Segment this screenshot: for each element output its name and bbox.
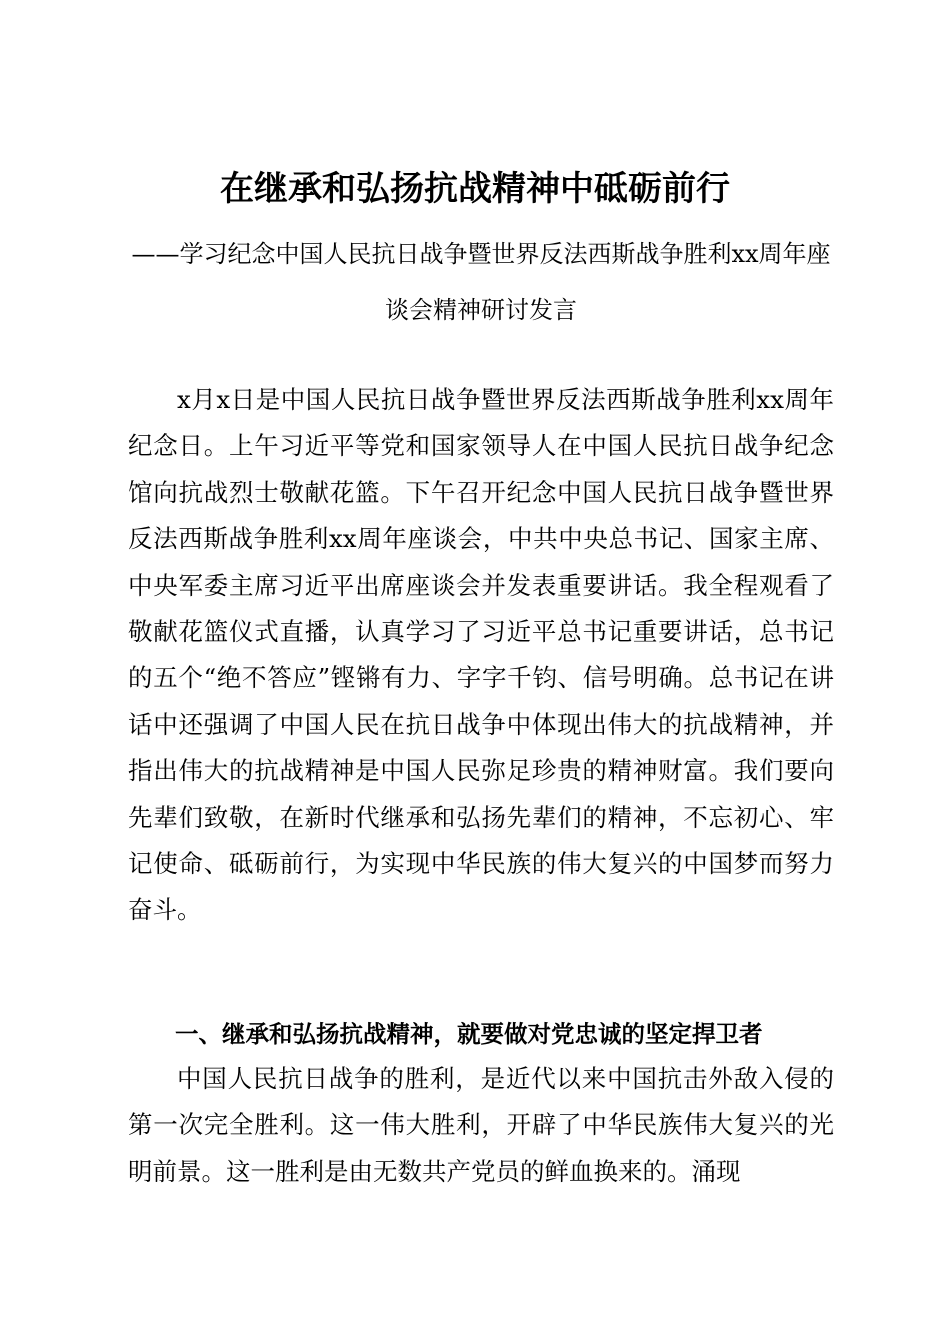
section-paragraph: 中国人民抗日战争的胜利，是近代以来中国抗击外敌入侵的第一次完全胜利。这一伟大胜利，开辟了中华民族伟大复兴的光明前景。这一胜利是由无数共产党员的鲜血换来的。涌现 [128,1064,834,1186]
body-paragraph: x月x日是中国人民抗日战争暨世界反法西斯战争胜利xx周年纪念日。上午习近平等党和国家领导人在中国人民抗日战争纪念馆向抗战烈士敬献花篮。下午召开纪念中国人民抗日战争暨世界反法西斯战争胜利xx周年座谈会，中共中央总书记、国家主席、中央军委主席习近平出席座谈会并发表重要讲话。我全程观看了敬献花篮仪式直播，认真学习了习近平总书记重要讲话，总书记的五个“绝不答应”铿锵有力、字字千钧、信号明确。总书记在讲话中还强调了中国人民在抗日战争中体现出伟大的抗战精神，并指出伟大的抗战精神是中国人民弥足珍贵的精神财富。我们要向先辈们致敬，在新时代继承和弘扬先辈们的精神，不忘初心、牢记使命、砥砺前行，为实现中华民族的伟大复兴的中国梦而努力奋斗。 [128,385,834,925]
section-heading: 一、继承和弘扬抗战精神，就要做对党忠诚的坚定捍卫者 [175,1020,763,1048]
document-title: 在继承和弘扬抗战精神中砥砺前行 [220,169,730,209]
document-subtitle: ——学习纪念中国人民抗日战争暨世界反法西斯战争胜利xx周年座谈会精神研讨发言 [131,240,831,324]
